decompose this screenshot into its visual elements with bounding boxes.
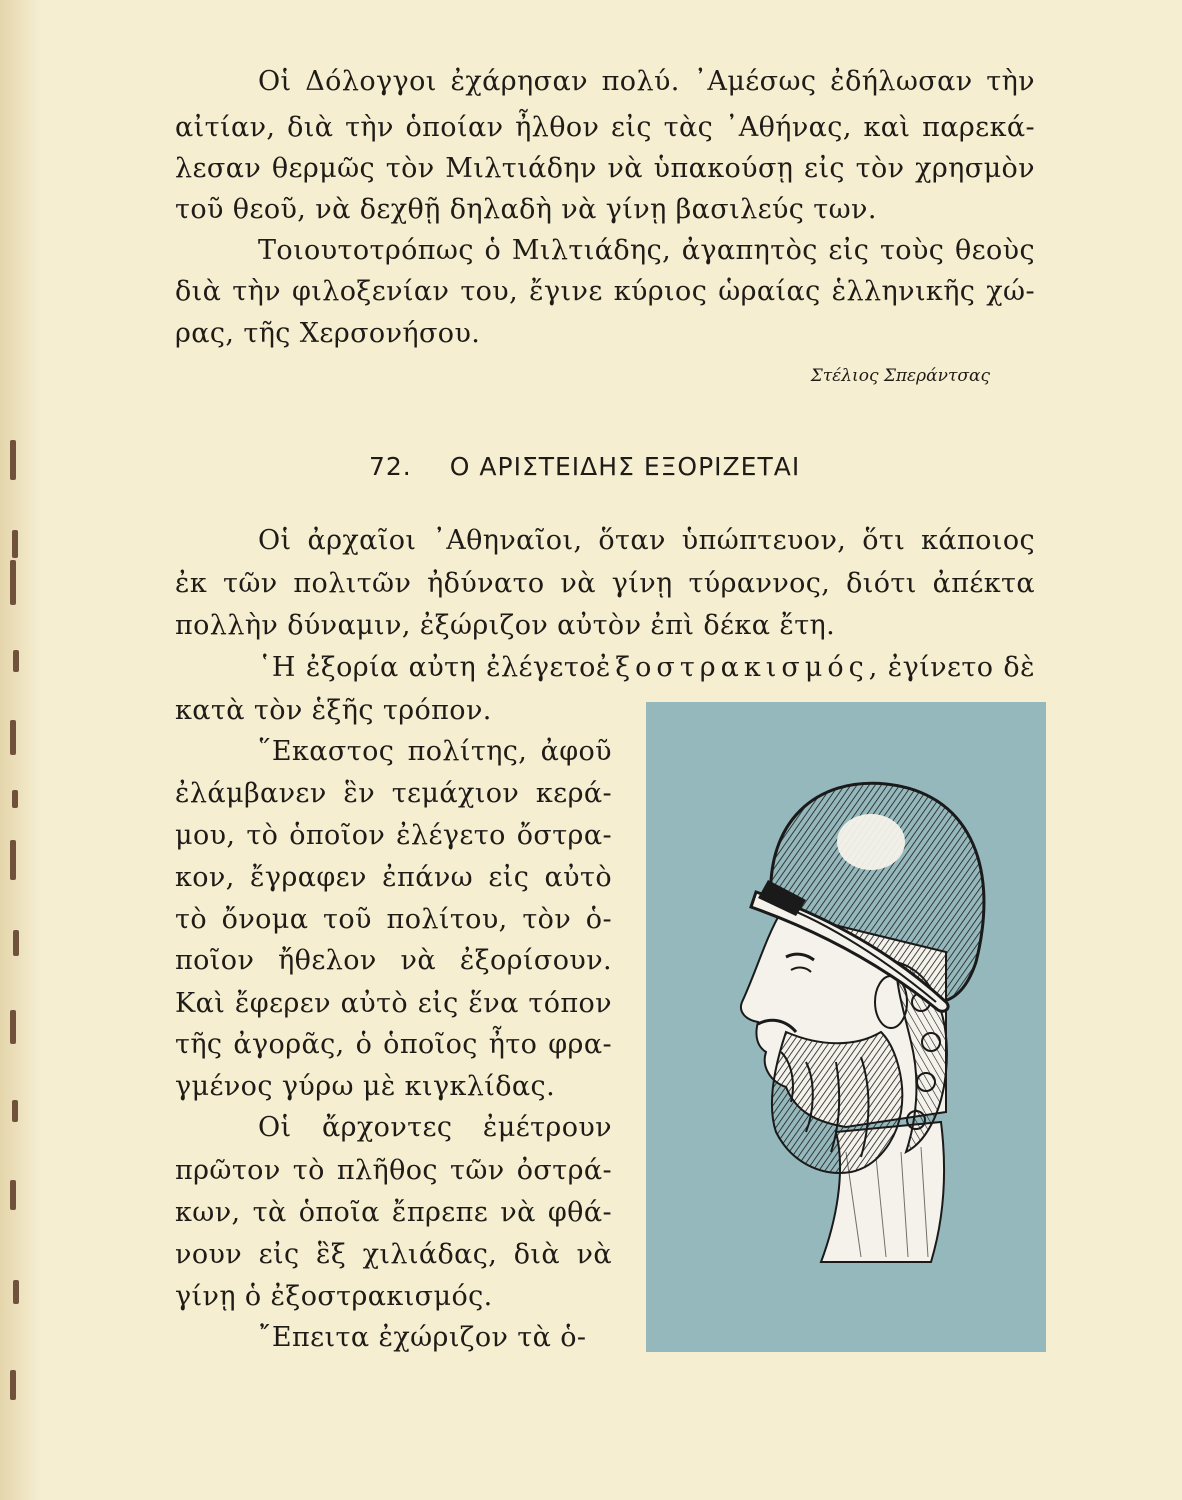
binding-mark [13, 1280, 19, 1304]
text-line: ποῖον ἤθελον νὰ ἐξορίσουν. [175, 945, 612, 976]
text-line: Καὶ ἔφερεν αὐτὸ εἰς ἕνα τόπον [175, 988, 612, 1019]
binding-mark [10, 440, 16, 480]
binding-mark [13, 650, 19, 672]
text-line: νουν εἰς ἓξ χιλιάδας, διὰ νὰ [175, 1239, 612, 1270]
text-line: διὰ τὴν φιλοξενίαν του, ἔγινε κύριος ὡραίας ἑλληνικῆς χώ- [175, 276, 1035, 307]
text-line: ἐκ τῶν πολιτῶν ἠδύνατο νὰ γίνῃ τύραννος, διότι ἀπέκτα [175, 568, 1035, 599]
binding-mark [12, 530, 18, 558]
text-line: αἰτίαν, διὰ τὴν ὁποίαν ἦλθον εἰς τὰς ᾿Αθήνας, καὶ παρεκά- [175, 112, 1035, 143]
text-line: Οἱ ἀρχαῖοι ᾿Αθηναῖοι, ὅταν ὑπώπτευον, ὅτι κάποιος [258, 525, 1035, 556]
text-line: Οἱ Δόλογγοι ἐχάρησαν πολύ. ᾿Αμέσως ἐδήλωσαν τὴν [258, 66, 1035, 97]
text-segment: , ἐγίνετο δὲ [868, 652, 1035, 683]
text-line: Οἱ ἄρχοντες ἐμέτρουν [258, 1112, 612, 1143]
section-number: 72. [369, 452, 412, 481]
text-line: ῎Επειτα ἐχώριζον τὰ ὁ- [258, 1322, 587, 1353]
text-line: γίνῃ ὁ ἐξοστρακισμός. [175, 1281, 493, 1312]
binding-mark [13, 930, 19, 956]
text-line: μου, τὸ ὁποῖον ἐλέγετο ὄστρα- [175, 820, 612, 851]
emphasized-term: ἐξοστρακισμός [595, 652, 869, 683]
binding-mark [10, 1370, 16, 1400]
section-heading [369, 452, 800, 481]
binding-mark [10, 1010, 16, 1044]
text-line: κον, ἔγραφεν ἐπάνω εἰς αὐτὸ [175, 862, 612, 893]
text-line: πολλὴν δύναμιν, ἐξώριζον αὐτὸν ἐπὶ δέκα ἔτη. [175, 610, 836, 641]
aristides-portrait-illustration [646, 702, 1046, 1352]
text-line: λεσαν θερμῶς τὸν Μιλτιάδην νὰ ὑπακούσῃ εἰς τὸν χρησμὸν [175, 153, 1035, 184]
text-line: ρας, τῆς Χερσονήσου. [175, 318, 481, 349]
text-line: τὸ ὄνομα τοῦ πολίτου, τὸν ὁ- [175, 904, 612, 935]
binding-mark [10, 560, 16, 605]
binding-mark [12, 1100, 18, 1122]
helmeted-head-drawing [646, 702, 1046, 1352]
text-line: ἐλάμβανεν ἓν τεμάχιον κερά- [175, 778, 612, 809]
text-line: τοῦ θεοῦ, νὰ δεχθῇ δηλαδὴ νὰ γίνῃ βασιλεύς των. [175, 194, 877, 225]
text-line: κων, τὰ ὁποῖα ἔπρεπε νὰ φθά- [175, 1197, 612, 1228]
text-line: Τοιουτοτρόπως ὁ Μιλτιάδης, ἀγαπητὸς εἰς τοὺς θεοὺς [258, 235, 1035, 266]
text-line: πρῶτον τὸ πλῆθος τῶν ὀστρά- [175, 1155, 612, 1186]
binding-mark [10, 720, 16, 755]
section-title: Ο ΑΡΙΣΤΕΙΔΗΣ ΕΞΟΡΙΖΕΤΑΙ [449, 452, 801, 481]
text-segment: ῾Η ἐξορία αὐτη ἐλέγετο [258, 652, 596, 683]
text-line: ῞Εκαστος πολίτης, ἀφοῦ [258, 736, 612, 767]
binding-mark [12, 790, 18, 808]
text-line: τῆς ἀγορᾶς, ὁ ὁποῖος ἦτο φρα- [175, 1029, 612, 1060]
binding-mark [10, 840, 16, 880]
text-line: γμένος γύρω μὲ κιγκλίδας. [175, 1071, 556, 1102]
binding-mark [10, 1180, 16, 1210]
text-line [258, 654, 1035, 681]
author-signature: Στέλιος Σπεράντσας [810, 366, 990, 386]
text-line: κατὰ τὸν ἑξῆς τρόπον. [175, 695, 492, 726]
binding-marks [10, 420, 50, 1420]
